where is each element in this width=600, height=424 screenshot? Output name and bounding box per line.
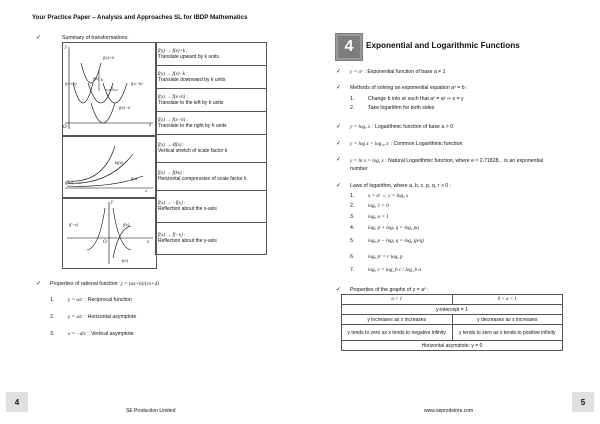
x-label: x	[149, 123, 152, 128]
g2-label: f(x)	[131, 176, 138, 181]
desc-cell: Vertical stretch of scale factor k	[158, 148, 228, 154]
rational-heading-row	[50, 281, 159, 287]
fn-cell: f(x) → f(x)−k :	[158, 71, 188, 77]
g1-label: f(x)+k	[103, 55, 115, 60]
check-icon: ✓	[336, 141, 342, 147]
fn-cell: f(x) → f(x−h) :	[158, 117, 189, 123]
graphs-text: Properties of the graphs of y = aˣ :	[350, 287, 429, 293]
law-item	[350, 193, 408, 199]
curve-fx	[67, 154, 133, 183]
item-desc: : Horizontal asymptote	[84, 314, 137, 320]
curve-original	[88, 83, 113, 103]
curve-kfx	[67, 146, 115, 181]
desc-cell: Reflection about the x-axis	[158, 206, 217, 212]
curve-left	[73, 83, 93, 103]
common-eq: y = log x = log₁₀ x	[350, 141, 389, 147]
natural-text: : Natural Logarithmic function, where e ≈ 2.71828... is an exponential number	[350, 158, 544, 172]
curve-right	[103, 83, 127, 103]
desc-cell: Translate upward by k units	[158, 53, 219, 60]
fn-cell: f(x) → f(x+h) :	[158, 94, 189, 100]
methods-text: Methods of solving an exponential equation aˣ = b :	[350, 85, 468, 91]
stretch-graph	[62, 135, 157, 199]
page-number-left: 4	[6, 392, 28, 412]
fn-cell: f(x) → kf(x) :	[158, 143, 185, 148]
transformations-table	[155, 42, 267, 255]
desc-cell: Translate downward by k units	[158, 76, 226, 83]
step-number: 2.	[350, 105, 355, 111]
translation-graph	[62, 42, 157, 137]
fn-cell: f(x) → f(x)+k :	[158, 48, 188, 54]
law-item	[350, 267, 421, 273]
rational-item	[50, 297, 132, 303]
check-icon: ✓	[36, 281, 42, 287]
method-step	[350, 105, 434, 111]
exp-graph-table	[341, 294, 563, 351]
law-number: 5.	[350, 238, 355, 244]
fn-cell: f(x) → f(kx) :	[158, 171, 185, 176]
law-item	[350, 203, 389, 209]
law-item	[350, 214, 389, 220]
header-cell: a > 1	[342, 295, 453, 305]
check-icon: ✓	[336, 287, 342, 293]
law-number: 4.	[350, 225, 355, 231]
g2-label: f(x+h)	[65, 81, 77, 86]
log-eq: y = logₐ x	[350, 124, 371, 130]
law-text: logₐ a = 1	[368, 214, 389, 220]
x-label: x	[147, 240, 150, 245]
check-icon: ✓	[336, 157, 342, 163]
curve-fx	[113, 208, 131, 250]
exp-eq: y = aˣ	[350, 69, 363, 75]
law-item	[350, 254, 403, 260]
method-step	[350, 96, 464, 102]
desc-cell: Horizontal compression of scale factor k	[158, 176, 247, 182]
y-label: y	[111, 200, 114, 205]
property-cell: y increases as x increases	[342, 315, 453, 325]
law-number: 6.	[350, 254, 355, 260]
natural-eq: y = ln x = logₑ x	[350, 158, 384, 164]
g3-label: f(x)	[93, 76, 100, 81]
h-label: h	[111, 85, 114, 90]
g1-label: kf(x)	[115, 160, 124, 165]
header-cell: 0 < a < 1	[452, 295, 563, 305]
common-text: : Common Logarithmic function	[390, 141, 463, 147]
rational-item	[50, 331, 134, 337]
log-text: : Logarithmic function of base a > 0	[372, 124, 454, 130]
item-equation: y = a/c	[68, 297, 83, 303]
curve-down	[91, 103, 115, 123]
check-icon: ✓	[336, 85, 342, 91]
item-number: 1.	[50, 297, 55, 303]
g2-label: f(x)	[123, 222, 130, 227]
property-cell: y decreases as x increases	[452, 315, 563, 325]
bullet-row	[350, 124, 453, 130]
g1-label: f(−x)	[69, 222, 79, 227]
item-number: 3.	[50, 331, 55, 337]
item-equation: x = −d/c	[68, 331, 87, 337]
law-number: 3.	[350, 214, 355, 220]
exp-text: : Exponential function of base a ≠ 1	[364, 69, 446, 75]
page-header: Your Practice Paper – Analysis and Approaches SL for IBDP Mathematics	[32, 14, 248, 21]
x-label: x	[145, 188, 147, 193]
check-icon: ✓	[336, 124, 342, 130]
check-icon: ✓	[36, 35, 42, 41]
law-text: logₐ p − logₐ q = logₐ (p/q)	[368, 238, 424, 244]
law-item	[350, 225, 419, 231]
k-label: k	[101, 77, 103, 82]
item-number: 2.	[50, 314, 55, 320]
law-text: logₐ p + logₐ q = logₐ pq	[368, 225, 419, 231]
origin-label: O	[63, 125, 67, 130]
bullet-row	[350, 141, 462, 147]
rational-heading: Properties of rational function	[50, 281, 118, 287]
footer-website[interactable]: www.seprodstore.com	[424, 408, 474, 414]
law-text: x = aʸ ⇔ y = logₐ x	[368, 193, 409, 199]
y-label: y	[65, 45, 68, 50]
law-item	[350, 238, 424, 244]
law-number: 2.	[350, 203, 355, 209]
laws-text: Laws of logarithm, where a, b, c, p, q, r > 0 :	[350, 183, 452, 189]
item-desc: : Reciprocal function	[84, 297, 132, 303]
g3-label: −f(x)	[119, 258, 129, 263]
item-equation: y = a/c	[68, 314, 83, 320]
desc-cell: Translate to the right by h units	[158, 122, 227, 129]
check-icon: ✓	[336, 183, 342, 189]
item-desc: : Vertical asymptote	[88, 331, 134, 337]
step-number: 1.	[350, 96, 355, 102]
rational-item	[50, 314, 136, 320]
intercept-cell: y-intercept = 1	[342, 305, 563, 315]
fn-cell: f(x) → f(−x) :	[158, 233, 186, 238]
page-number-right: 5	[572, 392, 594, 412]
asymptote-cell: Horizontal asymptote: y = 0	[342, 341, 563, 351]
property-cell: y tends to zero as x tends to positive infinity	[452, 325, 563, 341]
law-text: logₐ c = log_b c / log_b a	[368, 267, 421, 273]
desc-cell: Translate to the left by h units	[158, 99, 224, 106]
law-text: logₐ 1 = 0	[368, 203, 389, 209]
g5-label: f(x)−k	[119, 105, 131, 110]
g3-label: f(kx)	[65, 180, 74, 185]
desc-cell: Reflection about the y-axis	[158, 238, 217, 244]
property-cell: y tends to zero as x tends to negative infinity	[342, 325, 453, 341]
reflection-graph	[62, 197, 157, 269]
footer-company: SE Production Limited	[126, 408, 176, 414]
bullet-row	[350, 69, 445, 75]
check-icon: ✓	[336, 69, 342, 75]
rational-formula: y = (ax+b)/(cx+d)	[120, 281, 159, 287]
g4-label: f(x−h)	[131, 81, 143, 86]
origin-label: O	[103, 240, 107, 245]
chapter-title: Exponential and Logarithmic Functions	[366, 41, 520, 50]
law-text: logₐ pʳ = r logₐ p	[368, 254, 403, 260]
fn-cell: f(x) → −f(x) :	[158, 201, 186, 206]
law-number: 7.	[350, 267, 355, 273]
natural-row	[350, 157, 560, 173]
chapter-number: 4	[336, 34, 362, 60]
law-number: 1.	[350, 193, 355, 199]
step-text: Take logarithm for both sides	[368, 105, 435, 111]
transformations-heading: Summary of transformations:	[62, 35, 129, 41]
step-text: Change b into aʸ such that aˣ = aʸ ⇒ x = y	[368, 96, 464, 102]
